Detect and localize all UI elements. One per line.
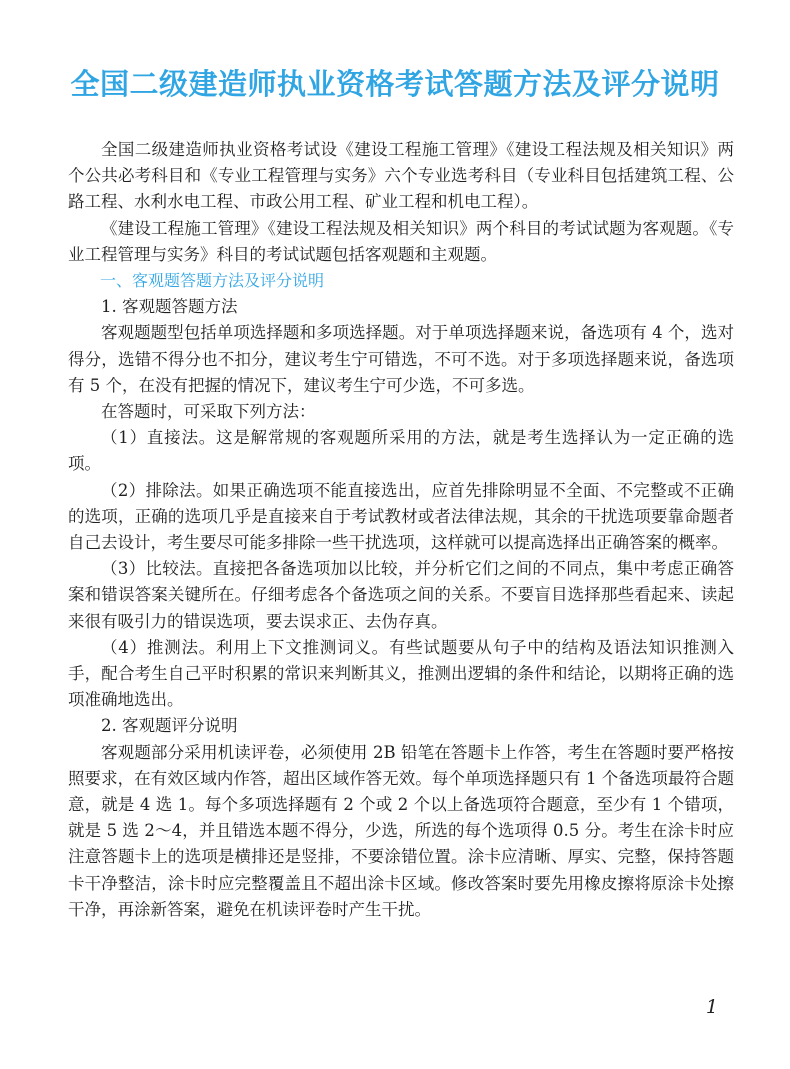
- paragraph-question-types: 客观题题型包括单项选择题和多项选择题。对于单项选择题来说，备选项有 4 个，选对得分，选错不得分也不扣分，建议考生宁可错选，不可不选。对于多项选择题来说，备选项有 5 个，在没有把握的情况下，建议考生宁可少选，不可多选。: [68, 323, 734, 395]
- paragraph-method-exclusion: （2）排除法。如果正确选项不能直接选出，应首先排除明显不全面、不完整或不正确的选项，正确的选项几乎是直接来自于考试教材或者法律法规，其余的干扰选项要靠命题者自己去设计，考生要尽可能多排除一些干扰选项，这样就可以提高选择出正确答案的概率。: [68, 480, 734, 553]
- subheading-scoring: 2. 客观题评分说明: [101, 716, 238, 736]
- paragraph-intro: 全国二级建造师执业资格考试设《建设工程施工管理》《建设工程法规及相关知识》两个公共必考科目和《专业工程管理与实务》六个专业选考科目（专业科目包括建筑工程、公路工程、水利水电工程、市政公用工程、矿业工程和机电工程）。: [68, 140, 734, 212]
- paragraph-method-inference: （4）推测法。利用上下文推测词义。有些试题要从句子中的结构及语法知识推测入手，配合考生自己平时积累的常识来判断其义，推测出逻辑的条件和结论，以期将正确的选项准确地选出。: [68, 637, 734, 710]
- subheading-method: 1. 客观题答题方法: [101, 297, 238, 317]
- paragraph-scoring: 客观题部分采用机读评卷，必须使用 2B 铅笔在答题卡上作答，考生在答题时要严格按照要求，在有效区域内作答，超出区域作答无效。每个单项选择题只有 1 个备选项最符合题意，就是 4 选 1。每个多项选择题有 2 个或 2 个以上备选项符合题意，至少有 1 个错项，就是 5 选 2～4，并且错选本题不得分，少选，所选的每个选项得 0.5 分。考生在涂卡时应注意答题卡上的选项是横排还是竖排，不要涂错位置。涂卡应清晰、厚实、完整，保持答题卡干净整洁，涂卡时应完整覆盖且不超出涂卡区域。修改答案时要先用橡皮擦将原涂卡处擦干净，再涂新答案，避免在机读评卷时产生干扰。: [68, 742, 734, 919]
- paragraph-subjects: 《建设工程施工管理》《建设工程法规及相关知识》两个科目的考试试题为客观题。《专业工程管理与实务》科目的考试试题包括客观题和主观题。: [68, 218, 734, 264]
- paragraph-methods-intro: 在答题时，可采取下列方法：: [101, 402, 316, 422]
- document-body: [68, 137, 734, 923]
- section-heading: 一、客观题答题方法及评分说明: [100, 271, 325, 291]
- paragraph-method-comparison: （3）比较法。直接把各备选项加以比较，并分析它们之间的不同点，集中考虑正确答案和错误答案关键所在。仔细考虑各个备选项之间的关系。不要盲目选择那些看起来、读起来很有吸引力的错误选项，要去误求正、去伪存真。: [68, 559, 734, 631]
- page-title: 全国二级建造师执业资格考试答题方法及评分说明: [70, 67, 720, 101]
- page-number: 1: [705, 996, 718, 1018]
- paragraph-method-direct: （1）直接法。这是解常规的客观题所采用的方法，就是考生选择认为一定正确的选项。: [68, 428, 734, 474]
